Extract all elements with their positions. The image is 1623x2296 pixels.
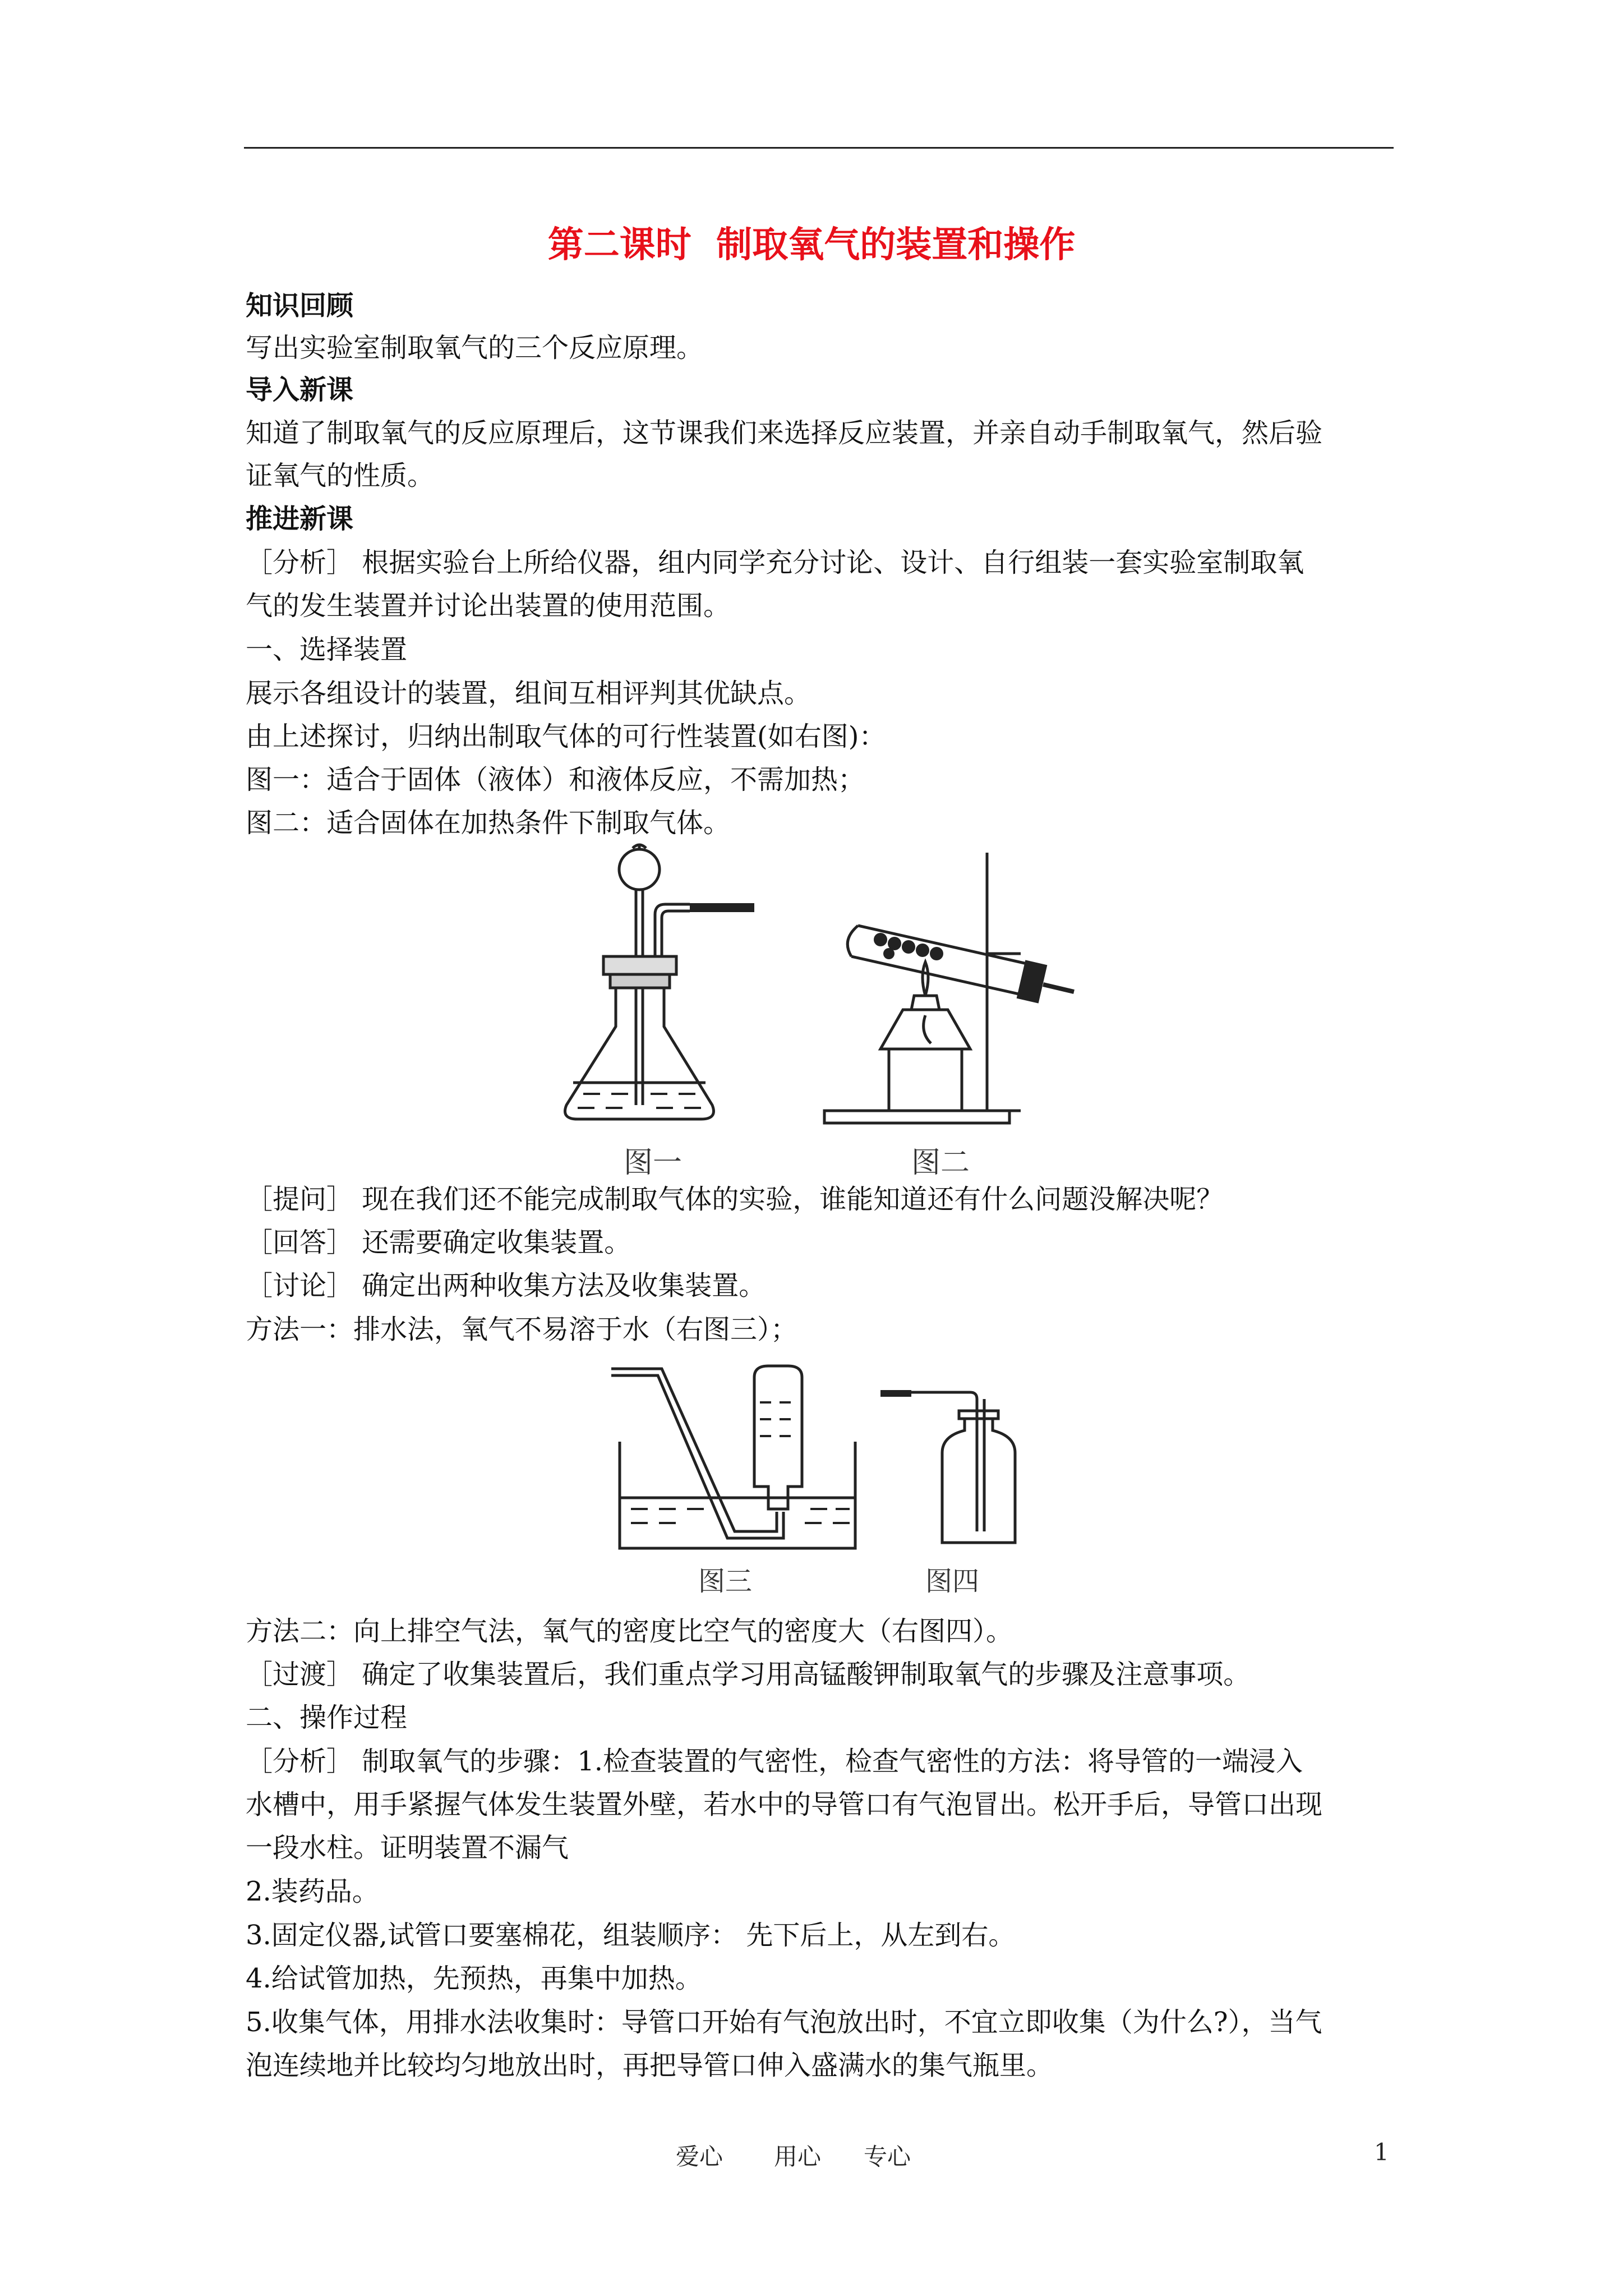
text-line: 图一：适合于固体（液体）和液体反应，不需加热； (246, 764, 865, 795)
text-line: 5.收集气体，用排水法收集时：导管口开始有气泡放出时，不宜立即收集（为什么?），当气 (246, 2007, 1322, 2038)
text-line: ［分析］ 制取氧气的步骤：1.检查装置的气密性，检查气密性的方法：将导管的一端浸入 (246, 1746, 1303, 1777)
text-line: 图二：适合固体在加热条件下制取气体。 (246, 807, 731, 839)
text-line: 由上述探讨，归纳出制取气体的可行性装置(如右图)： (246, 721, 886, 752)
text-line: 4.给试管加热，先预热，再集中加热。 (246, 1963, 702, 1994)
figure-two-heating-apparatus (819, 847, 1082, 1128)
section-heading-select: 一、选择装置 (246, 634, 408, 665)
footer-text-middle: 用心 (774, 2143, 822, 2170)
text-line: 水槽中，用手紧握气体发生装置外壁，若水中的导管口有气泡冒出。松开手后，导管口出现 (246, 1789, 1323, 1820)
heading-intro: 导入新课 (246, 374, 354, 406)
text-line: 方法一：排水法，氧气不易溶于水（右图三）； (246, 1314, 798, 1345)
text-line: 2.装药品。 (246, 1876, 379, 1907)
text-line: 证氧气的性质。 (246, 460, 435, 491)
text-line: ［回答］ 还需要确定收集装置。 (246, 1227, 631, 1258)
text-line: ［过渡］ 确定了收集装置后，我们重点学习用高锰酸钾制取氧气的步骤及注意事项。 (246, 1659, 1251, 1690)
heading-knowledge-review: 知识回顾 (246, 290, 354, 321)
header-rule (244, 147, 1394, 149)
text-line: 气的发生装置并讨论出装置的使用范围。 (246, 590, 731, 622)
footer-text-left: 爱心 (676, 2143, 723, 2170)
section-heading-operation: 二、操作过程 (246, 1702, 408, 1733)
figure-four-caption: 图四 (925, 1566, 980, 1597)
figure-three-water-displacement (608, 1363, 866, 1554)
figure-two-caption: 图二 (911, 1146, 970, 1180)
text-line: ［讨论］ 确定出两种收集方法及收集装置。 (246, 1270, 766, 1301)
text-line: 展示各组设计的装置，组间互相评判其优缺点。 (246, 678, 811, 709)
figure-one-flask-apparatus (550, 841, 785, 1139)
text-line: ［分析］ 根据实验台上所给仪器，组内同学充分讨论、设计、自行组装一套实验室制取氧 (246, 547, 1304, 578)
page-number: 1 (1374, 2138, 1389, 2166)
figure-four-air-displacement (875, 1386, 1032, 1548)
text-line: 写出实验室制取氧气的三个反应原理。 (246, 332, 704, 364)
text-line: 知道了制取氧气的反应原理后，这节课我们来选择反应装置，并亲自动手制取氧气，然后验 (246, 417, 1323, 449)
figure-one-caption: 图一 (624, 1146, 683, 1180)
text-line: 一段水柱。证明装置不漏气 (246, 1832, 569, 1864)
text-line: ［提问］ 现在我们还不能完成制取气体的实验，谁能知道还有什么问题没解决呢？ (246, 1184, 1224, 1215)
page-title: 第二课时 制取氧气的装置和操作 (547, 224, 1076, 266)
text-line: 3.固定仪器,试管口要塞棉花，组装顺序： 先下后上，从左到右。 (246, 1920, 1016, 1951)
footer-text-right: 专心 (864, 2143, 911, 2170)
heading-new-lesson: 推进新课 (246, 503, 354, 535)
text-line: 方法二：向上排空气法，氧气的密度比空气的密度大（右图四）。 (246, 1616, 1013, 1647)
text-line: 泡连续地并比较均匀地放出时，再把导管口伸入盛满水的集气瓶里。 (246, 2050, 1054, 2081)
figure-three-caption: 图三 (698, 1566, 753, 1597)
